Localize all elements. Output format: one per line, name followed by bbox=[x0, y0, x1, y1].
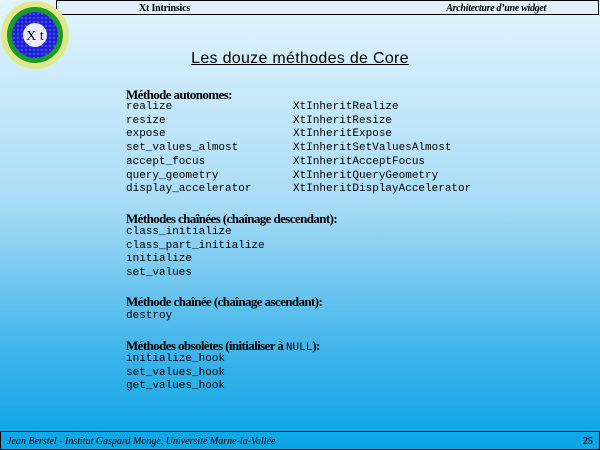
method-name: set_values_hook bbox=[126, 366, 226, 379]
method-name: class_part_initialize bbox=[126, 239, 265, 252]
section-heading-autonomous: Méthode autonomes: bbox=[126, 87, 232, 102]
method-name: class_initialize bbox=[126, 226, 232, 238]
header-right-text: Architecture d’une widget bbox=[446, 3, 546, 14]
inherit-constant: XtInheritExpose bbox=[293, 128, 393, 141]
method-name: resize bbox=[126, 114, 166, 127]
obsolete-heading-pre: Méthodes obsolètes (initialiser à bbox=[126, 338, 286, 353]
logo-text: X t bbox=[26, 29, 44, 44]
method-name: initialize_hook bbox=[126, 353, 226, 365]
inherit-constant: XtInheritSetValuesAlmost bbox=[293, 142, 452, 155]
chained-up-methods-list bbox=[126, 310, 172, 324]
method-name: query_geometry bbox=[126, 169, 219, 182]
footer-author: Jean Berstel - Institut Gaspard Monge, Université Marne-la-Vallée bbox=[7, 436, 276, 447]
header-bar bbox=[56, 0, 599, 15]
section-heading-chained-down: Méthodes chaînées (chaînage descendant): bbox=[126, 211, 338, 226]
method-name: realize bbox=[126, 101, 173, 113]
inherit-constant: XtInheritRealize bbox=[293, 101, 399, 113]
chained-down-methods-list bbox=[126, 226, 265, 281]
method-name: set_values bbox=[126, 267, 193, 280]
method-name: destroy bbox=[126, 310, 173, 322]
obsolete-heading-post: ): bbox=[312, 338, 320, 353]
header-left-text: Xt Intrinsics bbox=[139, 3, 191, 14]
page-title: Les douze méthodes de Core bbox=[191, 50, 409, 67]
footer-bar bbox=[0, 431, 600, 450]
method-name: set_values_almost bbox=[126, 142, 239, 155]
inherit-constant: XtInheritQueryGeometry bbox=[293, 169, 439, 182]
autonomous-inherit-list bbox=[293, 101, 471, 197]
inherit-constant: XtInheritAcceptFocus bbox=[293, 155, 426, 168]
method-name: expose bbox=[126, 128, 166, 141]
method-name: initialize bbox=[126, 253, 193, 266]
method-name: accept_focus bbox=[126, 155, 206, 168]
inherit-constant: XtInheritDisplayAccelerator bbox=[293, 183, 472, 196]
section-heading-chained-up: Méthode chaînée (chaînage ascendant): bbox=[126, 294, 323, 309]
method-name: get_values_hook bbox=[126, 380, 226, 393]
section-heading-obsolete bbox=[126, 338, 320, 354]
page-number: 25 bbox=[583, 436, 593, 447]
obsolete-methods-list bbox=[126, 353, 225, 394]
autonomous-methods-list bbox=[126, 101, 251, 197]
inherit-constant: XtInheritResize bbox=[293, 114, 393, 127]
method-name: display_accelerator bbox=[126, 183, 252, 196]
obsolete-heading-code: NULL bbox=[285, 342, 313, 354]
